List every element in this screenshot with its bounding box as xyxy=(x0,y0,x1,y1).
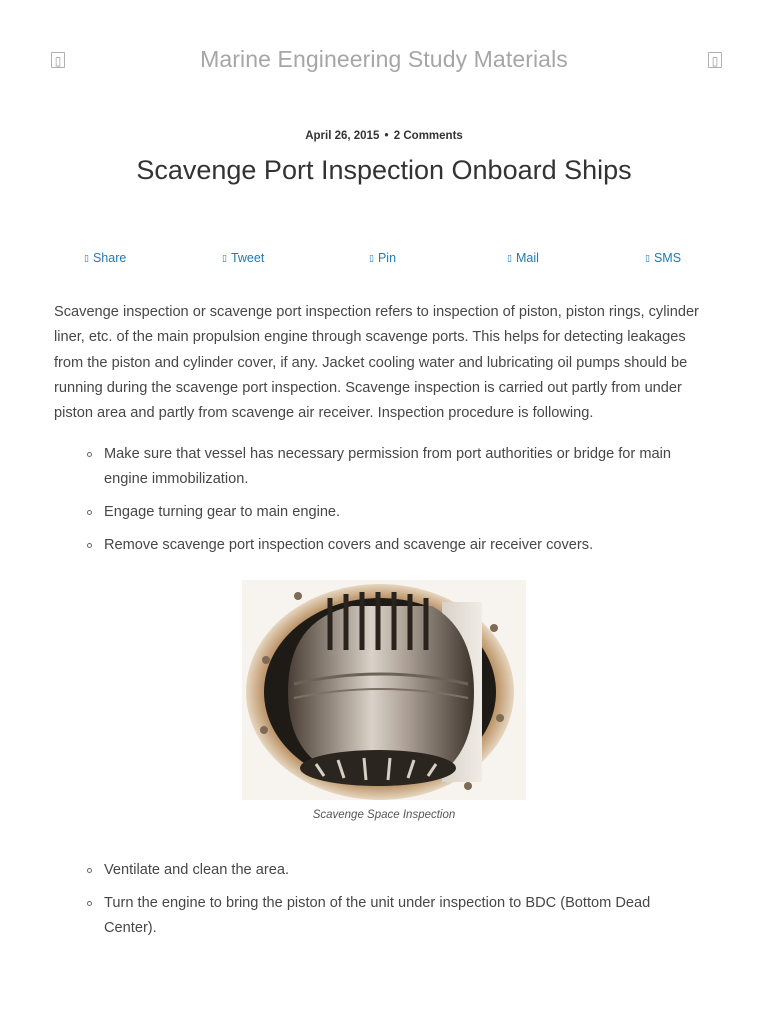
article-intro: Scavenge inspection or scavenge port inspection refers to inspection of piston, piston rings, cylinder liner, etc. of the main propulsion engine through scavenge ports. This helps for detecting leakages from the piston and cylinder cover, if any. Jacket cooling water and lubricating oil pumps should be running during the scavenge port inspection. Scavenge inspection is carried out partly from under piston area and partly from scavenge air receiver. Inspection procedure is following. xyxy=(54,304,699,422)
list-item xyxy=(70,891,680,941)
step-text: Remove scavenge port inspection covers and scavenge air receiver covers. xyxy=(104,537,594,553)
site-title[interactable]: Marine Engineering Study Materials xyxy=(200,46,568,72)
list-item xyxy=(70,858,680,883)
scavenge-port-illustration xyxy=(242,580,526,800)
comments-link[interactable]: 2 Comments xyxy=(393,130,463,142)
step-text: Make sure that vessel has necessary permission from port authorities or bridge for main engine immobilization. xyxy=(104,446,671,487)
search-icon[interactable]: ▯ xyxy=(708,52,722,68)
circle-bullet-icon xyxy=(87,543,92,548)
sms-button[interactable] xyxy=(645,251,681,265)
site-header xyxy=(0,0,768,120)
step-text: Engage turning gear to main engine. xyxy=(104,504,341,520)
circle-bullet-icon xyxy=(87,452,92,457)
pin-label: Pin xyxy=(377,251,397,265)
figure-caption: Scavenge Space Inspection xyxy=(312,809,456,821)
tweet-button[interactable] xyxy=(222,251,264,265)
circle-bullet-icon xyxy=(87,901,92,906)
mail-button[interactable] xyxy=(507,251,539,265)
menu-icon[interactable]: ▯ xyxy=(51,52,65,68)
post-date[interactable]: April 26, 2015 xyxy=(305,130,380,142)
circle-bullet-icon xyxy=(87,510,92,515)
pinterest-icon: ▯ xyxy=(369,254,374,264)
twitter-icon: ▯ xyxy=(222,254,227,264)
tweet-label: Tweet xyxy=(230,251,265,265)
list-item xyxy=(70,533,680,558)
scavenge-space-photo xyxy=(242,580,526,800)
page-title: Scavenge Port Inspection Onboard Ships xyxy=(136,155,632,185)
circle-bullet-icon xyxy=(87,868,92,873)
step-text: Turn the engine to bring the piston of the unit under inspection to BDC (Bottom Dead Center). xyxy=(104,895,651,936)
share-button[interactable] xyxy=(84,251,126,265)
sms-icon: ▯ xyxy=(645,254,650,264)
mail-icon: ▯ xyxy=(507,254,512,264)
share-bar xyxy=(0,251,768,269)
meta-separator: • xyxy=(384,130,389,142)
step-text: Ventilate and clean the area. xyxy=(104,862,289,878)
post-meta xyxy=(0,130,768,142)
list-item xyxy=(70,442,680,492)
sms-label: SMS xyxy=(653,251,682,265)
procedure-list xyxy=(70,442,680,566)
share-label: Share xyxy=(92,251,127,265)
mail-label: Mail xyxy=(515,251,539,265)
facebook-icon: ▯ xyxy=(84,254,89,264)
list-item xyxy=(70,500,680,525)
pin-button[interactable] xyxy=(369,251,396,265)
procedure-list-continued xyxy=(70,858,680,949)
